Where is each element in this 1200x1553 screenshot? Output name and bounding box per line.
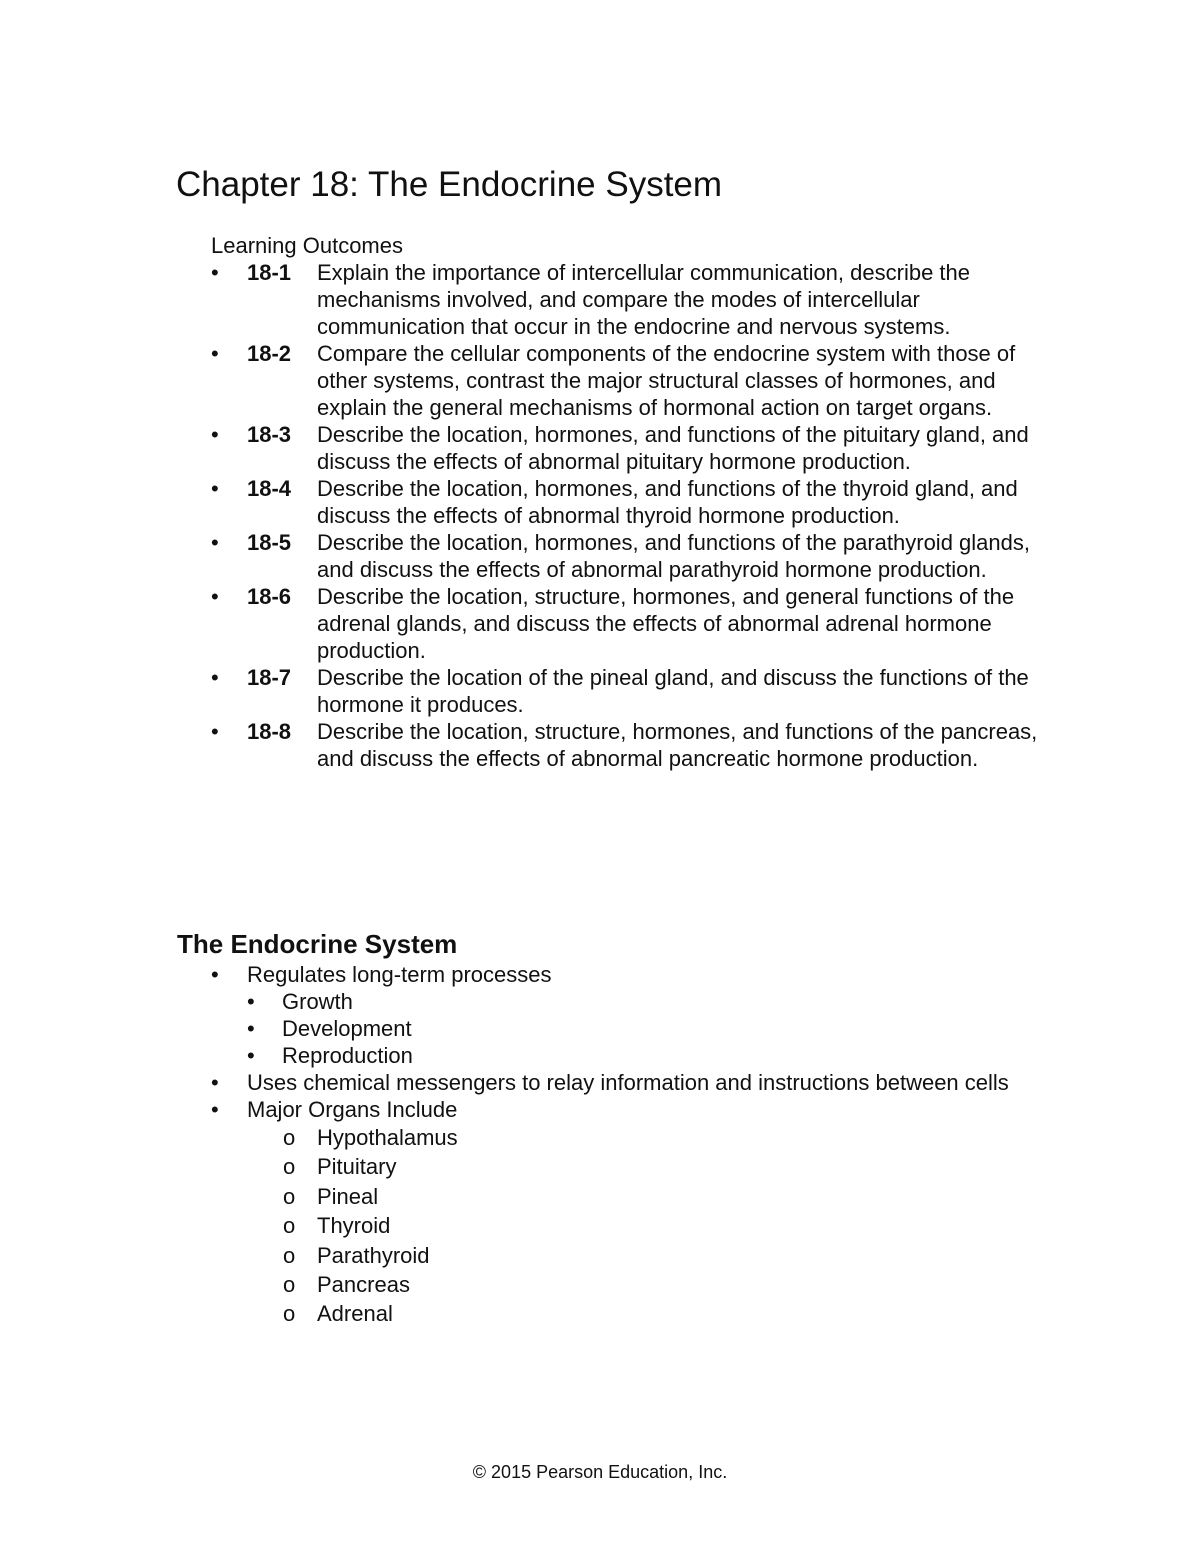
bullet: • [247, 1043, 255, 1068]
sub-list-item [211, 1042, 1041, 1069]
learning-outcomes-heading: Learning Outcomes [211, 233, 403, 258]
bullet: • [211, 530, 219, 555]
bullet: • [211, 260, 219, 285]
outcome-item-18-5 [211, 529, 1041, 583]
bullet: • [211, 1070, 219, 1095]
circle-bullet: o [283, 1154, 296, 1180]
outcome-text: Describe the location, hormones, and functions of the parathyroid glands, and discuss the effects of abnormal parathyroid hormone production. [317, 530, 1030, 582]
bullet: • [211, 1097, 219, 1122]
organ-name: Hypothalamus [317, 1125, 458, 1150]
organ-name: Parathyroid [317, 1242, 430, 1268]
sub-list-item-text: Development [282, 1016, 412, 1041]
bullet: • [211, 719, 219, 744]
outcome-number: 18-6 [247, 584, 292, 609]
organ-list-item [211, 1152, 1041, 1181]
list-item [211, 1069, 1041, 1096]
outcome-item-18-3 [211, 421, 1041, 475]
bullet: • [211, 962, 219, 987]
outcome-item-18-4 [211, 475, 1041, 529]
bullet: • [247, 989, 255, 1014]
organ-name: Pituitary [317, 1154, 397, 1180]
organ-list-item [211, 1241, 1041, 1270]
circle-bullet: o [283, 1242, 296, 1268]
organ-name: Pineal [317, 1183, 379, 1209]
circle-bullet: o [283, 1272, 296, 1298]
outcome-item-18-2 [211, 340, 1041, 421]
outcome-number: 18-8 [247, 719, 292, 744]
organ-list-item [211, 1299, 1041, 1328]
outcome-item-18-6 [211, 583, 1041, 664]
organ-name: Pancreas [317, 1272, 410, 1298]
organ-name: Thyroid [317, 1213, 391, 1239]
list-item-text: Regulates long-term processes [247, 962, 552, 987]
organ-list-item [211, 1270, 1041, 1299]
copyright-footer: © 2015 Pearson Education, Inc. [472, 1462, 728, 1482]
bullet: • [211, 341, 219, 366]
outcome-item-18-1 [211, 259, 1041, 340]
section-heading: The Endocrine System [177, 929, 458, 959]
sub-list-item-text: Reproduction [282, 1043, 413, 1068]
learning-outcomes-list [211, 259, 1041, 772]
organ-list-item [211, 1211, 1041, 1240]
outcome-number: 18-1 [247, 260, 292, 285]
circle-bullet: o [283, 1301, 296, 1327]
circle-bullet: o [283, 1213, 296, 1239]
sub-list-item [211, 988, 1041, 1015]
list-item [211, 961, 1041, 988]
page-title: Chapter 18: The Endocrine System [176, 165, 723, 204]
bullet: • [211, 665, 219, 690]
bullet: • [211, 584, 219, 609]
outcome-text: Describe the location, structure, hormones, and functions of the pancreas, and discuss the effects of abnormal pancreatic hormone production. [317, 719, 1038, 771]
bullet: • [211, 476, 219, 501]
outcome-text: Describe the location, hormones, and functions of the thyroid gland, and discuss the effects of abnormal thyroid hormone production. [317, 476, 1018, 528]
outcome-text: Describe the location, hormones, and functions of the pituitary gland, and discuss the effects of abnormal pituitary hormone production. [317, 422, 1029, 474]
outcome-text: Describe the location, structure, hormones, and general functions of the adrenal glands, and discuss the effects of abnormal adrenal hormone production. [317, 584, 1015, 663]
outcome-text: Explain the importance of intercellular communication, describe the mechanisms involved, and compare the modes of intercellular communication that occur in the endocrine and nervous systems. [317, 260, 970, 339]
outcome-number: 18-3 [247, 422, 292, 447]
outcome-item-18-7 [211, 664, 1041, 718]
outcome-number: 18-5 [247, 530, 292, 555]
sub-list-item-text: Growth [282, 989, 353, 1014]
outcome-text: Compare the cellular components of the endocrine system with those of other systems, contrast the major structural classes of hormones, and explain the general mechanisms of hormonal action on target organs. [317, 341, 1016, 420]
bullet: • [211, 422, 219, 447]
outcome-number: 18-7 [247, 665, 292, 690]
outcome-item-18-8 [211, 718, 1041, 772]
outcome-number: 18-2 [247, 341, 292, 366]
outcome-number: 18-4 [247, 476, 292, 501]
bullet: • [247, 1016, 255, 1041]
list-item-text: Major Organs Include [247, 1097, 458, 1122]
outcome-text: Describe the location of the pineal gland, and discuss the functions of the hormone it produces. [317, 665, 1029, 717]
circle-bullet: o [283, 1183, 296, 1209]
endocrine-system-list [211, 961, 1041, 1329]
organ-list-item [211, 1123, 1041, 1152]
organ-name: Adrenal [317, 1301, 393, 1327]
sub-list-item [211, 1015, 1041, 1042]
list-item-text: Uses chemical messengers to relay information and instructions between cells [247, 1070, 1009, 1095]
circle-bullet: o [283, 1125, 296, 1150]
list-item [211, 1096, 1041, 1123]
organ-list-item [211, 1182, 1041, 1211]
